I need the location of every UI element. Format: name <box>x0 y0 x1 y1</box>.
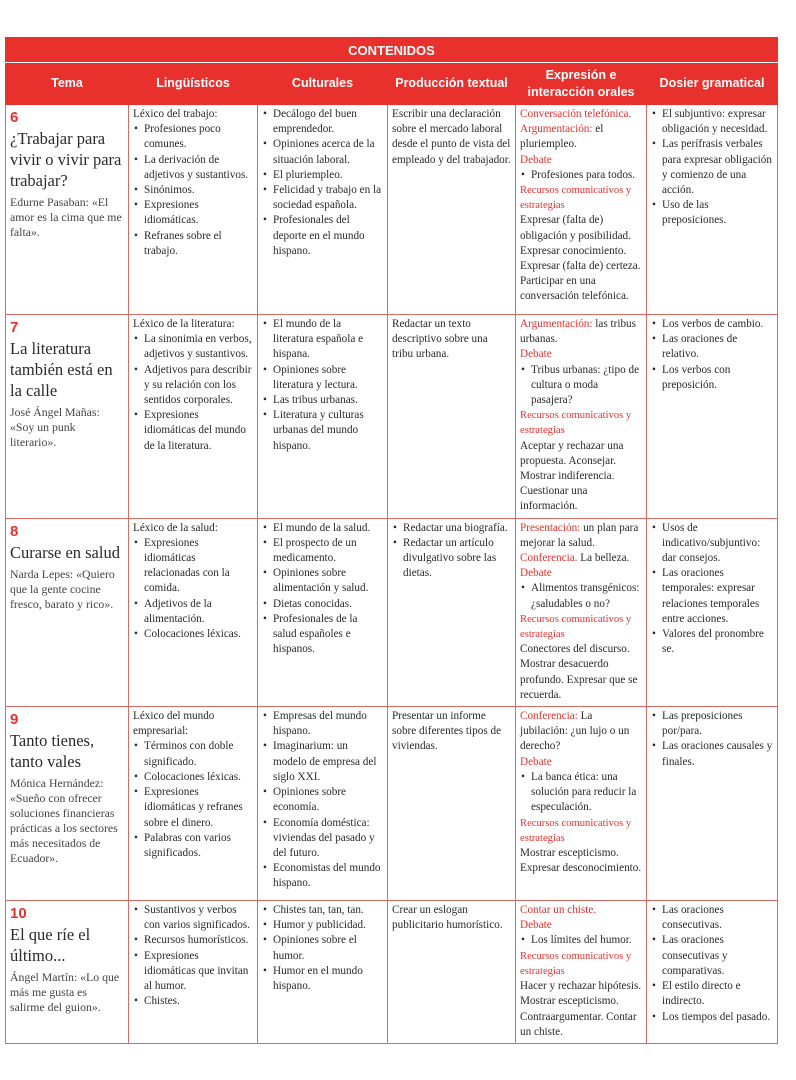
culturales-item: • Opiniones acerca de la situación laboral. <box>262 137 383 167</box>
expresion-cell <box>516 901 647 1044</box>
produccion-cell <box>388 105 516 315</box>
table-row <box>6 518 778 706</box>
linguisticos-item: • Expresiones idiomáticas y refranes sobre el dinero. <box>133 785 253 831</box>
produccion-item-list <box>392 521 511 582</box>
dosier-item: • Las oraciones consecutivas. <box>651 903 773 933</box>
expresion-text: las tribus urbanas. <box>520 318 637 346</box>
expresion-label: Debate <box>520 755 552 768</box>
culturales-item-list <box>262 107 383 259</box>
produccion-cell <box>388 707 516 901</box>
expresion-line <box>520 153 642 168</box>
culturales-item: • Felicidad y trabajo en la sociedad española. <box>262 183 383 213</box>
tema-cell <box>6 901 129 1044</box>
linguisticos-item: • Palabras con varios significados. <box>133 831 253 861</box>
expresion-label: Conversación telefónica. <box>520 108 632 120</box>
produccion-cell <box>388 901 516 1044</box>
expresion-line <box>520 566 642 581</box>
expresion-text: el pluriempleo. <box>520 123 604 151</box>
linguisticos-cell <box>129 707 258 901</box>
dosier-cell <box>647 105 778 315</box>
produccion-text: Crear un eslogan publicitario humorístico. <box>392 904 503 932</box>
culturales-item: • Dietas conocidas. <box>262 597 383 612</box>
dosier-item: • Las oraciones causales y finales. <box>651 739 773 769</box>
expresion-label: Debate <box>520 348 552 361</box>
culturales-item: • Opiniones sobre el humor. <box>262 933 383 963</box>
unit-quote: Narda Lepes: «Quiero que la gente cocine fresco, barato y rico». <box>10 566 115 611</box>
dosier-item: • Uso de las preposiciones. <box>651 198 773 228</box>
produccion-cell <box>388 315 516 519</box>
culturales-item-list <box>262 317 383 454</box>
linguisticos-item: • Expresiones idiomáticas. <box>133 198 253 228</box>
header-dosier-gramatical: Dosier gramatical <box>647 63 778 105</box>
expresion-bullet: • Los límites del humor. <box>520 933 642 948</box>
expresion-line <box>520 642 642 703</box>
linguisticos-cell <box>129 901 258 1044</box>
expresion-bullet: • Alimentos transgénicos: ¿saludables o no? <box>520 581 642 611</box>
culturales-item: • El mundo de la literatura española e hispana. <box>262 317 383 363</box>
expresion-line <box>520 122 642 152</box>
expresion-cell <box>516 518 647 706</box>
culturales-item: • Economía doméstica: viviendas del pasado y del futuro. <box>262 816 383 862</box>
unit-title: La literatura también está en la calle <box>10 339 113 400</box>
culturales-item: • Imaginarium: un modelo de empresa del siglo XXI. <box>262 739 383 785</box>
table-row <box>6 315 778 519</box>
tema-cell <box>6 707 129 901</box>
culturales-cell <box>258 518 388 706</box>
expresion-label: Debate <box>520 919 552 932</box>
dosier-item: • Usos de indicativo/subjuntivo: dar consejos. <box>651 521 773 567</box>
linguisticos-item: • Refranes sobre el trabajo. <box>133 229 253 259</box>
linguisticos-item: • Adjetivos de la alimentación. <box>133 597 253 627</box>
expresion-bullet-list <box>520 363 642 409</box>
dosier-item: • Los verbos con preposición. <box>651 363 773 393</box>
linguisticos-intro: Léxico del mundo empresarial: <box>133 710 215 738</box>
culturales-item: • Opiniones sobre economía. <box>262 785 383 815</box>
contents-page <box>5 37 777 1044</box>
table-row <box>6 707 778 901</box>
linguisticos-item-list <box>133 122 253 259</box>
unit-quote: Ángel Martín: «Lo que más me gusta es salirme del guion». <box>10 970 120 1015</box>
culturales-item: • Opiniones sobre alimentación y salud. <box>262 566 383 596</box>
culturales-cell <box>258 901 388 1044</box>
expresion-label: Debate <box>520 153 552 166</box>
unit-title: Tanto tienes, tanto vales <box>10 731 95 772</box>
expresion-label: Conferencia: <box>520 710 578 723</box>
linguisticos-item: • Sinónimos. <box>133 183 253 198</box>
unit-number: 10 <box>10 905 27 923</box>
expresion-section-heading: Recursos comunicativos y estrategias <box>520 410 632 437</box>
header-expresion-oral: Expresión e interacción orales <box>516 63 647 105</box>
expresion-cell <box>516 707 647 901</box>
culturales-item: • Economistas del mundo hispano. <box>262 861 383 891</box>
unit-number: 8 <box>10 522 19 540</box>
expresion-text: Hacer y rechazar hipótesis. Mostrar escepticismo. Contraargumentar. Contar un chiste. <box>520 980 642 1038</box>
header-produccion-textual: Producción textual <box>388 63 516 105</box>
culturales-item-list <box>262 521 383 658</box>
culturales-item: • Las tribus urbanas. <box>262 393 383 408</box>
culturales-item: • Humor y publicidad. <box>262 918 383 933</box>
linguisticos-item: • Profesiones poco comunes. <box>133 122 253 152</box>
unit-title: El que ríe el último... <box>10 925 91 966</box>
culturales-item: • Literatura y culturas urbanas del mundo hispano. <box>262 408 383 454</box>
dosier-item: • Las perífrasis verbales para expresar obligación y comienzo de una acción. <box>651 137 773 198</box>
expresion-bullet-list <box>520 168 642 183</box>
expresion-bullet: • Tribus urbanas: ¿tipo de cultura o moda pasajera? <box>520 363 642 409</box>
expresion-cell <box>516 105 647 315</box>
linguisticos-item-list <box>133 536 253 642</box>
unit-quote: Mónica Hernández: «Sueño con ofrecer soluciones financieras prácticas a los sectores más necesitados de Ecuador». <box>10 776 118 866</box>
expresion-line <box>520 551 642 566</box>
dosier-item: • Valores del pronombre se. <box>651 627 773 657</box>
dosier-item: • Las preposiciones por/para. <box>651 709 773 739</box>
dosier-item: • Las oraciones consecutivas y comparativas. <box>651 933 773 979</box>
produccion-text: Presentar un informe sobre diferentes tipos de viviendas. <box>392 710 502 753</box>
produccion-item: • Redactar una biografía. <box>392 521 511 536</box>
culturales-item: • Chistes tan, tan, tan. <box>262 903 383 918</box>
dosier-cell <box>647 518 778 706</box>
produccion-text: Redactar un texto descriptivo sobre una tribu urbana. <box>392 318 488 361</box>
linguisticos-intro: Léxico de la salud: <box>133 521 218 534</box>
linguisticos-item: • Términos con doble significado. <box>133 739 253 769</box>
culturales-item: • Empresas del mundo hispano. <box>262 709 383 739</box>
dosier-item-list <box>651 317 773 393</box>
expresion-section-heading: Recursos comunicativos y estrategias <box>520 950 632 977</box>
dosier-item-list <box>651 903 773 1025</box>
expresion-line <box>520 979 642 1040</box>
culturales-item: • El pluriempleo. <box>262 168 383 183</box>
expresion-line <box>520 755 642 770</box>
expresion-line <box>520 846 642 876</box>
expresion-text: Conectores del discurso. Mostrar desacuerdo profundo. Expresar que se recuerda. <box>520 643 638 701</box>
tema-cell <box>6 518 129 706</box>
linguisticos-item: • Colocaciones léxicas. <box>133 770 253 785</box>
expresion-text: La jubilación: ¿un lujo o un derecho? <box>520 710 630 753</box>
dosier-cell <box>647 707 778 901</box>
tema-cell <box>6 105 129 315</box>
expresion-bullet-list <box>520 581 642 611</box>
produccion-text: Escribir una declaración sobre el mercado laboral desde el punto de vista del empleado y del trabajador. <box>392 108 511 166</box>
linguisticos-item: • Expresiones idiomáticas que invitan al humor. <box>133 949 253 995</box>
culturales-cell <box>258 707 388 901</box>
culturales-item-list <box>262 903 383 994</box>
culturales-item: • El mundo de la salud. <box>262 521 383 536</box>
culturales-cell <box>258 315 388 519</box>
linguisticos-item: • Recursos humorísticos. <box>133 933 253 948</box>
dosier-item: • Las oraciones de relativo. <box>651 332 773 362</box>
expresion-section-heading: Recursos comunicativos y estrategias <box>520 613 632 641</box>
expresion-section-heading: Recursos comunicativos y estrategias <box>520 817 632 844</box>
unit-number: 7 <box>10 319 19 336</box>
expresion-label: Contar un chiste. <box>520 904 597 917</box>
expresion-line <box>520 213 642 304</box>
expresion-bullet-list <box>520 933 642 948</box>
expresion-text: La belleza. <box>577 552 630 565</box>
linguisticos-item: • Sustantivos y verbos con varios significados. <box>133 903 253 933</box>
linguisticos-item: • La derivación de adjetivos y sustantivos. <box>133 153 253 183</box>
linguisticos-cell <box>129 315 258 519</box>
linguisticos-item-list <box>133 903 253 1009</box>
expresion-label: Conferencia. <box>520 552 578 565</box>
produccion-item: • Redactar un artículo divulgativo sobre las dietas. <box>392 536 511 582</box>
expresion-text: Mostrar escepticismo. Expresar desconocimiento. <box>520 846 642 875</box>
expresion-line <box>520 918 642 933</box>
expresion-text: Aceptar y rechazar una propuesta. Aconsejar. Mostrar indiferencia. Cuestionar una información. <box>520 439 624 513</box>
culturales-item: • Humor en el mundo hispano. <box>262 964 383 994</box>
expresion-label: Argumentación: <box>520 318 593 330</box>
header-linguisticos: Lingüísticos <box>129 63 258 105</box>
linguisticos-item: • Expresiones idiomáticas relacionadas con la comida. <box>133 536 253 597</box>
culturales-item: • Opiniones sobre literatura y lectura. <box>262 363 383 393</box>
dosier-item: • Los tiempos del pasado. <box>651 1010 773 1025</box>
table-row <box>6 105 778 315</box>
expresion-line <box>520 107 642 122</box>
culturales-item: • Profesionales del deporte en el mundo hispano. <box>262 213 383 259</box>
unit-title: ¿Trabajar para vivir o vivir para trabajar? <box>10 129 122 190</box>
expresion-text: Expresar (falta de) obligación y posibilidad. Expresar conocimiento. Expresar (falta de) certeza. Participar en una conversación telefónica. <box>520 214 641 303</box>
tema-cell <box>6 315 129 519</box>
contents-table <box>5 37 778 1044</box>
unit-number: 6 <box>10 109 19 126</box>
culturales-item: • Profesionales de la salud españoles e hispanos. <box>262 612 383 658</box>
expresion-section-heading: Recursos comunicativos y estrategias <box>520 185 632 212</box>
table-banner: CONTENIDOS <box>6 38 778 63</box>
linguisticos-item-list <box>133 739 253 861</box>
dosier-item: • El subjuntivo: expresar obligación y necesidad. <box>651 107 773 137</box>
linguisticos-item: • Adjetivos para describir y su relación con los sentidos corporales. <box>133 363 253 409</box>
linguisticos-item: • La sinonimia en verbos, adjetivos y sustantivos. <box>133 332 253 362</box>
expresion-line <box>520 317 642 347</box>
culturales-cell <box>258 105 388 315</box>
dosier-item: • Las oraciones temporales: expresar relaciones temporales entre acciones. <box>651 566 773 627</box>
expresion-bullet: • Profesiones para todos. <box>520 168 642 183</box>
unit-quote: Edurne Pasaban: «El amor es la cima que me falta». <box>10 195 122 239</box>
expresion-line <box>520 903 642 918</box>
dosier-item: • El estilo directo e indirecto. <box>651 979 773 1009</box>
dosier-item: • Los verbos de cambio. <box>651 317 773 332</box>
expresion-bullet-list <box>520 770 642 816</box>
unit-number: 9 <box>10 711 19 729</box>
culturales-item: • Decálogo del buen emprendedor. <box>262 107 383 137</box>
expresion-cell <box>516 315 647 519</box>
header-culturales: Culturales <box>258 63 388 105</box>
expresion-label: Argumentación: <box>520 123 593 136</box>
linguisticos-intro: Léxico del trabajo: <box>133 108 218 120</box>
dosier-item-list <box>651 107 773 229</box>
expresion-line <box>520 709 642 755</box>
dosier-item-list <box>651 521 773 658</box>
linguisticos-intro: Léxico de la literatura: <box>133 318 235 330</box>
linguisticos-item: • Colocaciones léxicas. <box>133 627 253 642</box>
expresion-line <box>520 439 642 515</box>
linguisticos-item: • Expresiones idiomáticas del mundo de la literatura. <box>133 408 253 454</box>
linguisticos-item: • Chistes. <box>133 994 253 1009</box>
culturales-item: • El prospecto de un medicamento. <box>262 536 383 566</box>
dosier-cell <box>647 315 778 519</box>
culturales-item-list <box>262 709 383 891</box>
unit-title: Curarse en salud <box>10 542 120 562</box>
expresion-text: un plan para mejorar la salud. <box>520 521 639 549</box>
expresion-label: Debate <box>520 567 552 580</box>
table-row <box>6 901 778 1044</box>
expresion-bullet: • La banca ética: una solución para reducir la especulación. <box>520 770 642 816</box>
dosier-cell <box>647 901 778 1044</box>
expresion-line <box>520 347 642 362</box>
produccion-cell <box>388 518 516 706</box>
expresion-line <box>520 521 642 551</box>
header-tema: Tema <box>6 63 129 105</box>
linguisticos-cell <box>129 105 258 315</box>
linguisticos-item-list <box>133 332 253 454</box>
linguisticos-cell <box>129 518 258 706</box>
expresion-label: Presentación: <box>520 521 581 534</box>
dosier-item-list <box>651 709 773 770</box>
unit-quote: José Ángel Mañas: «Soy un punk literario». <box>10 405 100 449</box>
